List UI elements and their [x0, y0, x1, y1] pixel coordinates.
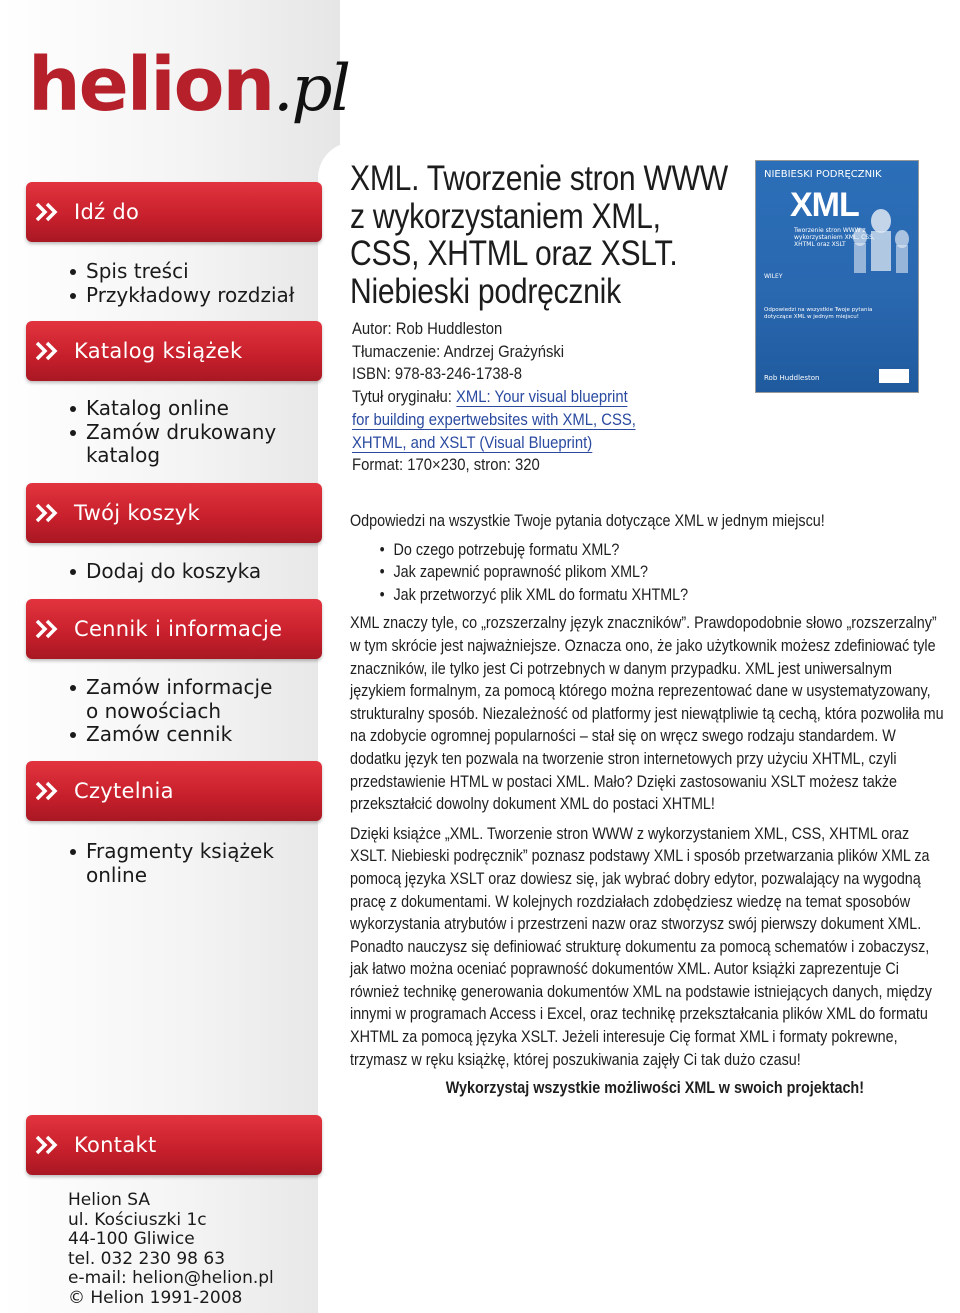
contact-city: 44-100 Gliwice	[68, 1229, 195, 1250]
helion-logo[interactable]	[28, 40, 368, 130]
nav-header-label: Czytelnia	[74, 779, 174, 803]
cover-body: Odpowiedzi na wszystkie Twoje pytania dotyczące XML w jednym miejscu!	[764, 307, 873, 320]
cover-title: XML	[790, 186, 859, 224]
cover-author: Rob Huddleston	[764, 374, 820, 382]
contact-email[interactable]: e-mail: helion@helion.pl	[68, 1268, 274, 1289]
book-author: Autor: Rob Huddleston	[352, 320, 503, 338]
description-lead: Odpowiedzi na wszystkie Twoje pytania dotyczące XML w jednym miejscu!	[350, 512, 825, 530]
nav-header-koszyk[interactable]	[26, 483, 322, 543]
nav-list-czytelnia	[68, 840, 283, 887]
book-metadata	[352, 318, 636, 477]
book-title-line: Niebieski podręcznik	[350, 271, 621, 311]
nav-link-spis-tresci[interactable]: Spis treści	[68, 260, 294, 284]
description-bullets	[350, 539, 950, 607]
nav-header-idz-do[interactable]	[26, 182, 322, 242]
nav-header-label: Katalog książek	[74, 339, 243, 363]
original-title-link[interactable]: XML: Your visual blueprint	[456, 388, 628, 407]
description-bullet: • Jak zapewnić poprawność plikom XML?	[380, 561, 951, 584]
nav-header-label: Idź do	[74, 200, 140, 224]
original-title-link[interactable]: for building expertwebsites with XML, CSS,	[352, 410, 636, 429]
description-bullet: • Do czego potrzebuję formatu XML?	[380, 539, 951, 562]
contact-company: Helion SA	[68, 1190, 151, 1210]
book-isbn: ISBN: 978-83-246-1738-8	[352, 365, 523, 384]
original-title-label: Tytuł oryginału:	[352, 388, 452, 407]
nav-header-label: Kontakt	[74, 1133, 157, 1157]
book-format: Format: 170×230, stron: 320	[352, 456, 540, 475]
contact-copyright: © Helion 1991-2008	[68, 1287, 243, 1308]
original-title-link[interactable]: XHTML, and XSLT (Visual Blueprint)	[352, 433, 593, 452]
contact-street: ul. Kościuszki 1c	[68, 1209, 207, 1230]
book-description	[350, 510, 950, 1100]
double-chevron-icon	[26, 780, 74, 802]
book-cover-image[interactable]	[755, 160, 919, 393]
book-translation: Tłumaczenie: Andrzej Grażyński	[352, 342, 565, 361]
contact-phone: tel. 032 230 98 63	[68, 1248, 226, 1269]
book-title	[350, 159, 728, 311]
book-title-line: z wykorzystaniem XML,	[350, 196, 661, 236]
double-chevron-icon	[26, 340, 74, 362]
description-bullet: • Jak przetworzyć plik XML do formatu XHTML?	[380, 584, 951, 607]
nav-link-zamow-informacje[interactable]: Zamów informacje o nowościach	[68, 676, 278, 723]
description-paragraph: Dzięki książce „XML. Tworzenie stron WWW z wykorzystaniem XML, CSS, XHTML oraz XSLT. Niebieski podręcznik” poznasz podstawy XML i sposób przetwarzania plików XML za pomocą języka XSLT oraz dowiesz się, jak wybrać dobry edytor, pozwalający na wygodną pracę z dokumentami. W kolejnych rozdziałach zdobędziesz wiedzę na temat sposobów wykorzystania atrybutów i przestrzeni nazw oraz stworzysz swój pierwszy dokument XML. Ponadto nauczysz się definiować strukturę dokumentu za pomocą schematów i zobaczysz, jak łatwo można oceniać poprawność dokumentów XML. Autor książki zaprezentuje Ci również technikę generowania dokumentów XML na podstawie istniejących danych, między innymi w programach Access i Excel, oraz technikę przekształcania plików XML do formatu XHTML za pomocą języka XSLT. Jeżeli interesuje Cię format XML i formaty pokrewne, trzymasz w ręku książkę, której poszukiwania zajęły Ci tak dużo czasu!	[350, 824, 932, 1069]
nav-list-katalog	[68, 397, 288, 468]
description-paragraph: XML znaczy tyle, co „rozszerzalny język znaczników”. Prawdopodobnie słowo „rozszerzalny” w tym skrócie jest najważniejsze. Oznacza ono, że jako użytkownik możesz zdefiniować tyle znaczników, ile tylko jest Ci potrzebnych w danym przypadku. XML jest uniwersalnym językiem formalnym, za pomocą którego można reprezentować dane w usystematyzowany, strukturalny sposób. Niezależność od platformy jest niewątpliwie tą cechą, która pozwoliła mu na zdobycie ogromnej popularności – stał się on wręcz swego rodzaju standardem. W dodatku język ten pozwala na tworzenie stron internetowych przy użyciu XHTML, czyli przedstawienie HTML w postaci XML. Mało? Dzięki zastosowaniu XSLT możesz także przekształcić dowolny dokument XML do postaci XHTML!	[350, 614, 944, 814]
nav-link-przykladowy-rozdzial[interactable]: Przykładowy rozdział	[68, 284, 294, 308]
nav-header-cennik[interactable]	[26, 599, 322, 659]
nav-list-koszyk	[68, 560, 261, 584]
nav-link-fragmenty-ksiazek[interactable]: Fragmenty książek online	[68, 840, 283, 887]
nav-list-cennik	[68, 676, 278, 747]
double-chevron-icon	[26, 201, 74, 223]
nav-link-katalog-online[interactable]: Katalog online	[68, 397, 288, 421]
book-title-line: XML. Tworzenie stron WWW	[350, 159, 728, 198]
nav-header-katalog[interactable]	[26, 321, 322, 381]
logo-suffix: .pl	[273, 52, 349, 126]
cover-subtitle: Tworzenie stron WWW z wykorzystaniem XML, CSS, XHTML oraz XSLT	[794, 227, 875, 248]
nav-link-zamow-cennik[interactable]: Zamów cennik	[68, 723, 278, 747]
logo-text: helion	[28, 42, 274, 128]
nav-link-zamow-katalog[interactable]: Zamów drukowany katalog	[68, 421, 288, 468]
nav-header-czytelnia[interactable]	[26, 761, 322, 821]
double-chevron-icon	[26, 1134, 74, 1156]
nav-header-label: Twój koszyk	[74, 501, 200, 525]
nav-list-idz-do	[68, 260, 294, 307]
cover-series: NIEBIESKI PODRĘCZNIK	[764, 169, 882, 180]
cover-publisher: WILEY	[764, 273, 783, 280]
double-chevron-icon	[26, 618, 74, 640]
nav-header-kontakt[interactable]	[26, 1115, 322, 1175]
nav-link-dodaj-do-koszyka[interactable]: Dodaj do koszyka	[68, 560, 261, 584]
book-title-line: CSS, XHTML oraz XSLT.	[350, 234, 678, 273]
nav-header-label: Cennik i informacje	[74, 617, 283, 641]
cover-helion-logo	[879, 369, 909, 383]
contact-info	[68, 1191, 274, 1309]
description-cta: Wykorzystaj wszystkie możliwości XML w swoich projektach!	[445, 1079, 864, 1098]
double-chevron-icon	[26, 502, 74, 524]
